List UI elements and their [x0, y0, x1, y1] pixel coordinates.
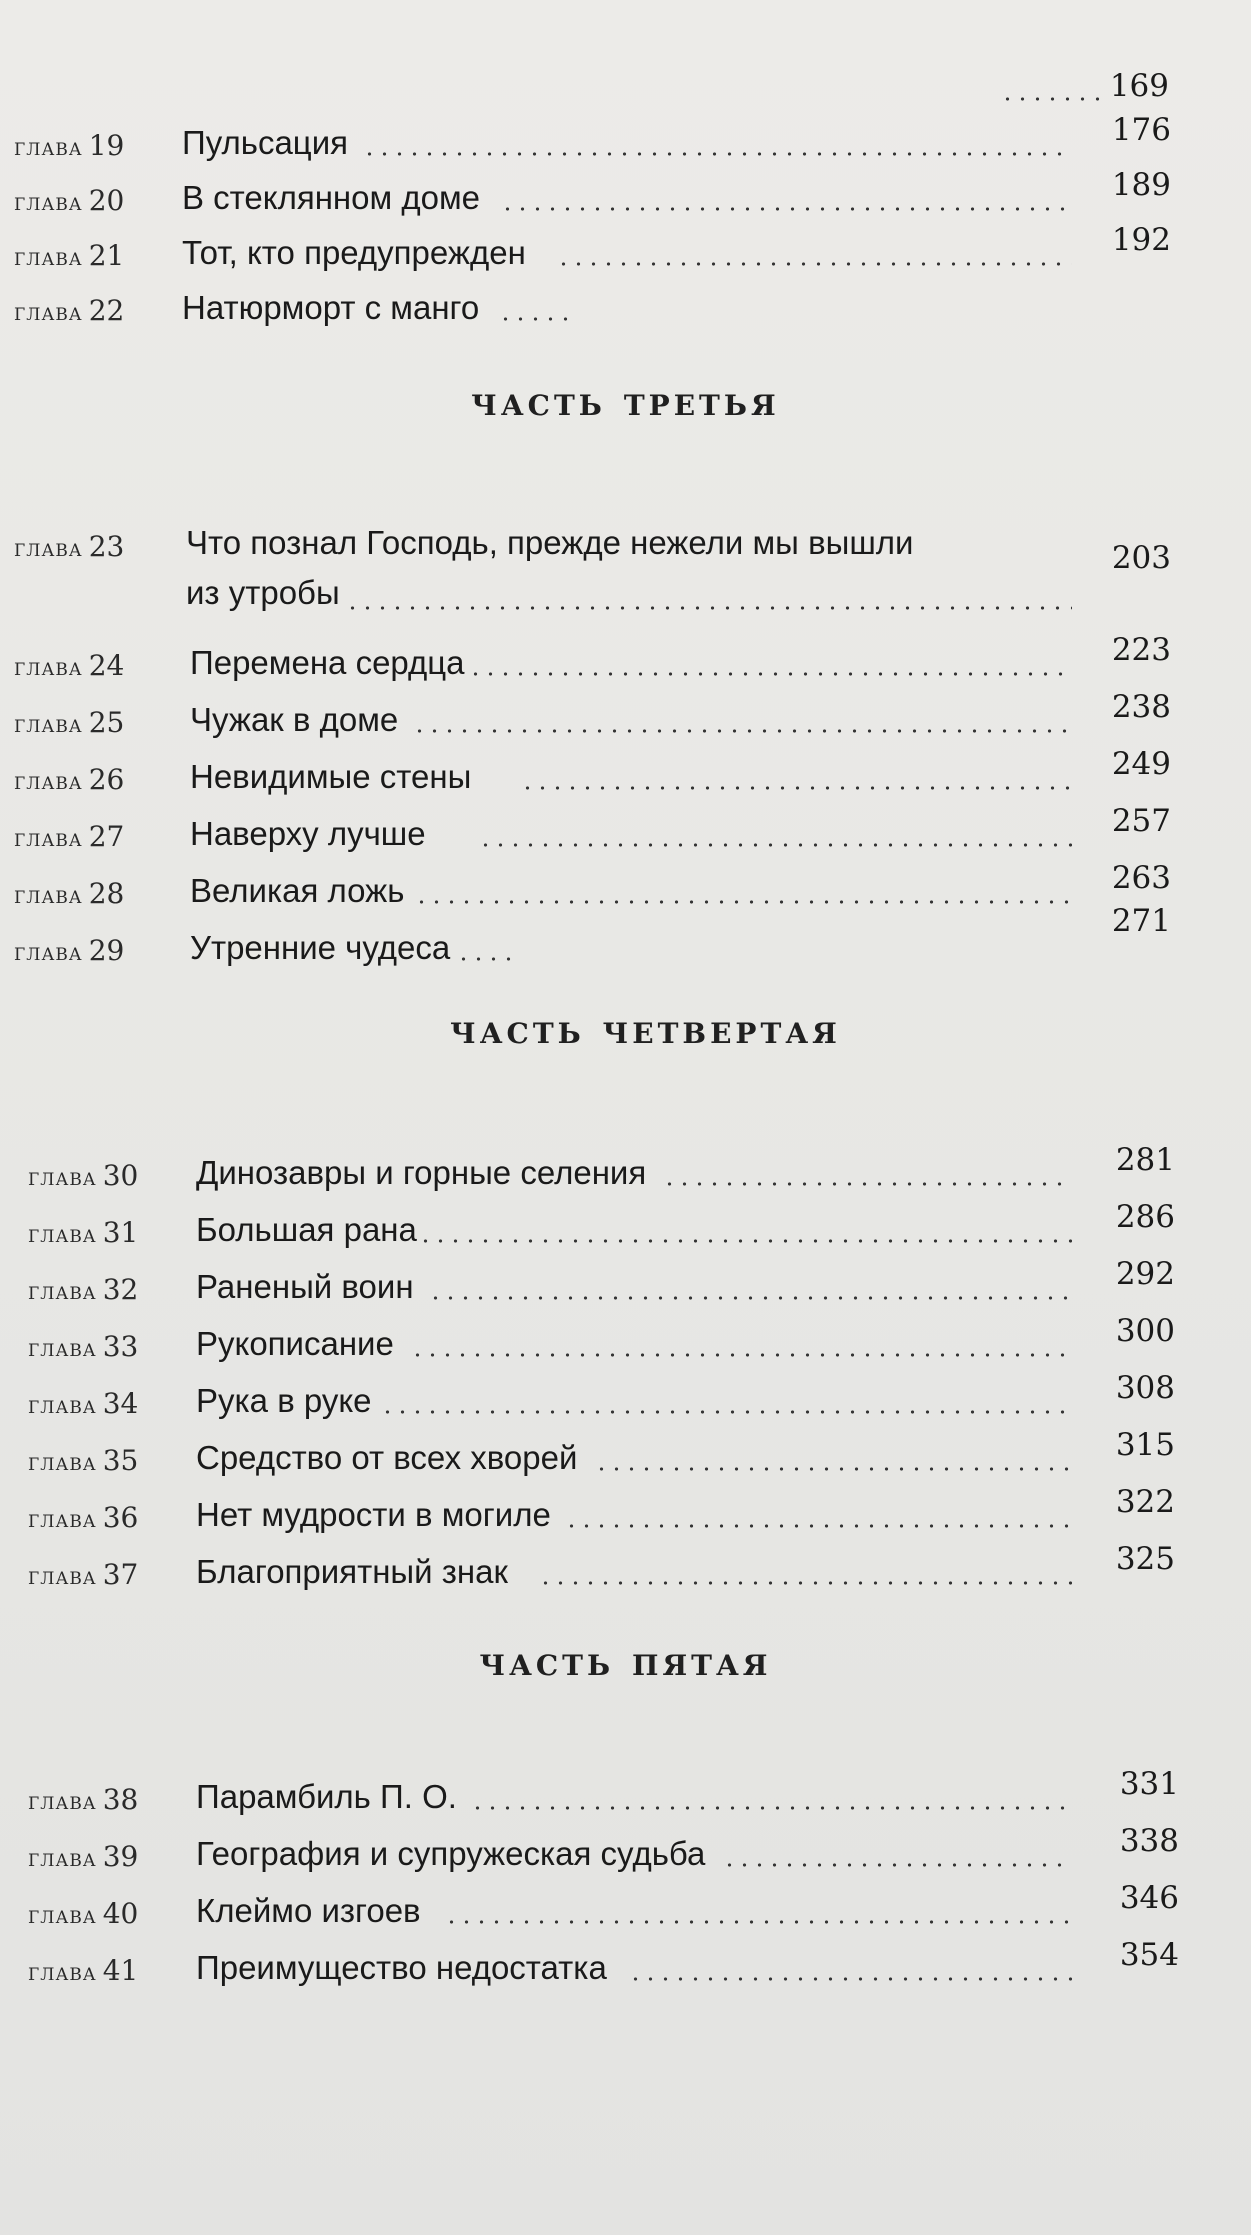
chapter-label: глава 33: [28, 1330, 139, 1363]
chapter-title: Пульсация: [182, 124, 348, 161]
page-number: 315: [1115, 1427, 1175, 1463]
leader-dots: [500, 207, 1072, 211]
page-number: 331: [1119, 1766, 1179, 1802]
chapter-label: глава 23: [14, 530, 125, 563]
leader-dots: [722, 1863, 1072, 1867]
leader-dots: [594, 1467, 1072, 1471]
leader-dots: [362, 152, 1072, 156]
page-number: 286: [1115, 1199, 1175, 1235]
toc-entry-41[interactable]: [0, 1935, 1251, 1995]
toc-entry-37[interactable]: [0, 1539, 1251, 1599]
toc-entry-19[interactable]: [0, 110, 1251, 170]
chapter-title: Натюрморт с манго: [182, 289, 480, 326]
page-number: 249: [1111, 746, 1171, 782]
toc-entry-24[interactable]: [0, 630, 1251, 690]
chapter-title: Рукописание: [196, 1325, 394, 1362]
toc-entry-33[interactable]: [0, 1311, 1251, 1371]
page-number: 338: [1119, 1823, 1179, 1859]
page-number: 176: [1111, 112, 1171, 148]
toc-entry-39[interactable]: [0, 1821, 1251, 1881]
chapter-label: глава 36: [28, 1501, 139, 1534]
chapter-label: глава 32: [28, 1273, 139, 1306]
page-number: 281: [1115, 1142, 1175, 1178]
leader-dots: [412, 729, 1072, 733]
chapter-label: глава 27: [14, 820, 125, 853]
chapter-title: Чужак в доме: [190, 701, 399, 738]
page-number: 346: [1119, 1880, 1179, 1916]
chapter-title-continued: из утробы: [186, 574, 340, 611]
toc-entry-34[interactable]: [0, 1368, 1251, 1428]
toc-entry-36[interactable]: [0, 1482, 1251, 1542]
chapter-title: Перемена сердца: [190, 644, 465, 681]
page-number: 238: [1111, 689, 1171, 725]
leader-dots: [564, 1524, 1072, 1528]
chapter-label: глава 38: [28, 1783, 139, 1816]
toc-entry-23[interactable]: [0, 510, 1251, 620]
leader-dots: [414, 900, 1072, 904]
page-number: 292: [1115, 1256, 1175, 1292]
chapter-label: глава 29: [14, 934, 125, 967]
leader-dots: [628, 1977, 1072, 1981]
chapter-title: Раненый воин: [196, 1268, 414, 1305]
chapter-label: глава 28: [14, 877, 125, 910]
chapter-title: Благоприятный знак: [196, 1553, 508, 1590]
toc-entry-30[interactable]: [0, 1140, 1251, 1200]
page-number: 308: [1115, 1370, 1175, 1406]
page-number: 169: [1109, 68, 1169, 104]
chapter-title: Что познал Господь, прежде нежели мы вышли: [186, 524, 914, 561]
toc-entry-20[interactable]: [0, 165, 1251, 225]
toc-entry-25[interactable]: [0, 687, 1251, 747]
chapter-title: Великая ложь: [190, 872, 405, 909]
leader-dots: [498, 317, 568, 321]
chapter-label: глава 22: [14, 294, 125, 327]
chapter-title: Большая рана: [196, 1211, 417, 1248]
page-number: 325: [1115, 1541, 1175, 1577]
chapter-title: География и супружеская судьба: [196, 1835, 706, 1872]
leader-dots: [1000, 97, 1100, 101]
leader-dots: [470, 1806, 1072, 1810]
chapter-label: глава 24: [14, 649, 125, 682]
chapter-label: глава 21: [14, 239, 125, 272]
page-number: 322: [1115, 1484, 1175, 1520]
chapter-label: глава 31: [28, 1216, 139, 1249]
page-number: 189: [1111, 167, 1171, 203]
toc-entry-21[interactable]: [0, 220, 1251, 280]
leader-dots: [410, 1353, 1072, 1357]
page-number: 203: [1111, 540, 1171, 576]
toc-entry-35[interactable]: [0, 1425, 1251, 1485]
page-number: 263: [1111, 860, 1171, 896]
leader-dots: [444, 1920, 1072, 1924]
chapter-title: В стеклянном доме: [182, 179, 481, 216]
page-number: 300: [1115, 1313, 1175, 1349]
chapter-title: Динозавры и горные селения: [196, 1154, 647, 1191]
toc-entry-40[interactable]: [0, 1878, 1251, 1938]
chapter-label: глава 19: [14, 129, 125, 162]
chapter-title: Утренние чудеса: [190, 929, 451, 966]
leader-dots: [556, 262, 1072, 266]
chapter-label: глава 35: [28, 1444, 139, 1477]
page-number: 354: [1119, 1937, 1179, 1973]
chapter-label: глава 34: [28, 1387, 139, 1420]
chapter-label: глава 25: [14, 706, 125, 739]
chapter-title: Рука в руке: [196, 1382, 372, 1419]
page-number: 257: [1111, 803, 1171, 839]
toc-entry-31[interactable]: [0, 1197, 1251, 1257]
chapter-label: глава 26: [14, 763, 125, 796]
chapter-label: глава 20: [14, 184, 125, 217]
chapter-label: глава 41: [28, 1954, 139, 1987]
leader-dots: [456, 957, 516, 961]
part-heading: часть третья: [471, 378, 780, 425]
page-number: 192: [1111, 222, 1171, 258]
chapter-label: глава 40: [28, 1897, 139, 1930]
chapter-label: глава 30: [28, 1159, 139, 1192]
toc-entry-28[interactable]: [0, 858, 1251, 918]
leader-dots: [538, 1581, 1072, 1585]
page-number: 271: [1111, 903, 1171, 939]
toc-entry-22[interactable]: [0, 275, 1251, 335]
toc-entry-38[interactable]: [0, 1764, 1251, 1824]
leader-dots: [345, 606, 1072, 610]
chapter-title: Нет мудрости в могиле: [196, 1496, 551, 1533]
chapter-title: Тот, кто предупрежден: [182, 234, 526, 271]
leader-dots: [520, 786, 1072, 790]
chapter-title: Средство от всех хворей: [196, 1439, 578, 1476]
chapter-title: Невидимые стены: [190, 758, 472, 795]
chapter-title: Парамбиль П. О.: [196, 1778, 457, 1815]
part-heading: часть четвертая: [450, 1006, 841, 1053]
chapter-label: глава 39: [28, 1840, 139, 1873]
part-heading: часть пятая: [479, 1638, 772, 1685]
toc-entry-26[interactable]: [0, 744, 1251, 804]
leader-dots: [478, 843, 1072, 847]
toc-entry-32[interactable]: [0, 1254, 1251, 1314]
toc-entry-27[interactable]: [0, 801, 1251, 861]
page-number: 223: [1111, 632, 1171, 668]
chapter-title: Клеймо изгоев: [196, 1892, 421, 1929]
leader-dots: [662, 1182, 1072, 1186]
leader-dots: [418, 1239, 1072, 1243]
leader-dots: [468, 672, 1072, 676]
chapter-label: глава 37: [28, 1558, 139, 1591]
leader-dots: [428, 1296, 1072, 1300]
chapter-title: Наверху лучше: [190, 815, 426, 852]
leader-dots: [380, 1410, 1072, 1414]
toc-entry-29[interactable]: [0, 903, 1251, 975]
chapter-title: Преимущество недостатка: [196, 1949, 607, 1986]
